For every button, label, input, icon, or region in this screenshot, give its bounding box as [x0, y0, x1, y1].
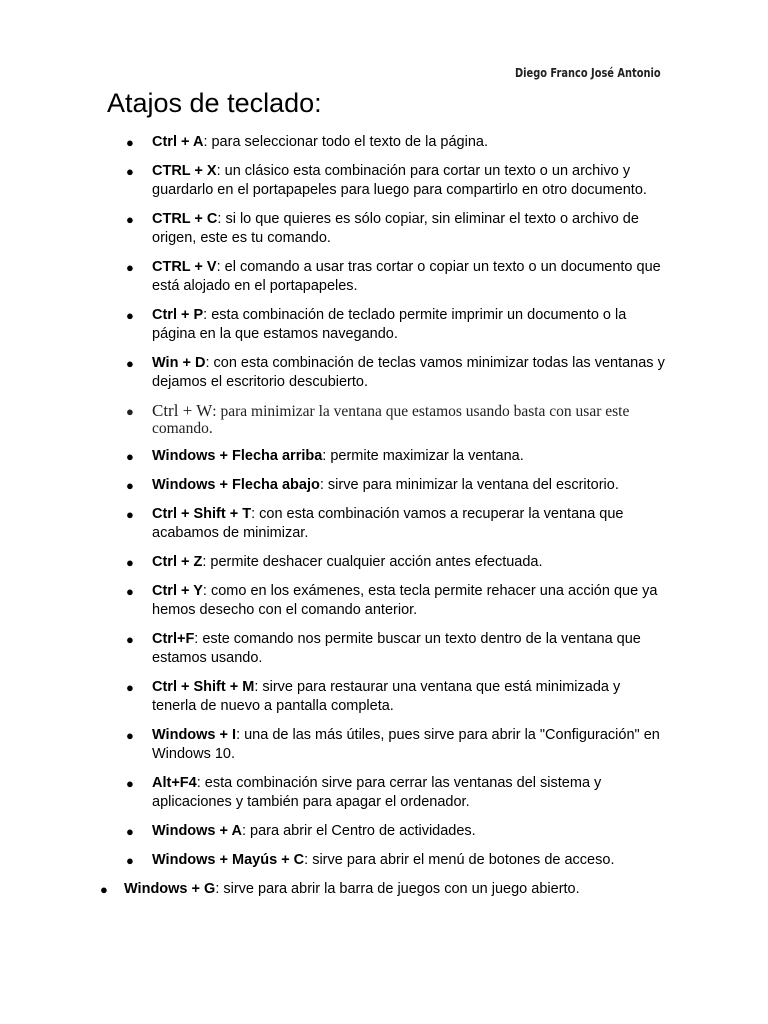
bullet-icon: ● [126, 507, 134, 522]
shortcut-description: : sirve para abrir la barra de juegos con un juego abierto. [215, 881, 580, 897]
shortcut-description: : para seleccionar todo el texto de la página. [203, 134, 488, 150]
shortcut-description: : permite deshacer cualquier acción antes efectuada. [202, 554, 543, 570]
shortcut-key: Ctrl+F [152, 631, 195, 647]
shortcut-description: : el comando a usar tras cortar o copiar un texto o un documento que está alojado en el portapapeles. [152, 259, 661, 294]
author-name: Diego Franco José Antonio [515, 66, 661, 80]
list-item [0, 447, 768, 466]
bullet-icon: ● [126, 135, 134, 150]
list-item [0, 476, 768, 495]
page-title: Atajos de teclado: [107, 88, 322, 118]
shortcut-key: CTRL + V [152, 259, 217, 275]
shortcut-description: : sirve para minimizar la ventana del escritorio. [319, 477, 619, 493]
bullet-icon: ● [126, 632, 134, 647]
shortcut-key: Windows + Flecha arriba [152, 448, 323, 464]
list-item [0, 851, 768, 870]
list-item [0, 553, 768, 572]
list-item [0, 306, 768, 344]
list-item [0, 678, 768, 716]
shortcut-key: Windows + Mayús + C [152, 852, 305, 868]
bullet-icon: ● [126, 584, 134, 599]
bullet-icon: ● [126, 308, 134, 323]
bullet-icon: ● [126, 404, 134, 419]
shortcut-key: Ctrl + Y [152, 583, 203, 599]
list-item [0, 162, 768, 200]
list-item [0, 880, 768, 899]
shortcut-key: Ctrl + P [152, 307, 204, 323]
shortcut-description: : con esta combinación de teclas vamos minimizar todas las ventanas y dejamos el escritorio descubierto. [152, 355, 665, 390]
bullet-icon: ● [126, 164, 134, 179]
shortcut-key: Windows + G [124, 881, 216, 897]
list-item [0, 402, 768, 437]
bullet-icon: ● [126, 728, 134, 743]
bullet-icon: ● [126, 853, 134, 868]
shortcut-description: : una de las más útiles, pues sirve para abrir la "Configuración" en Windows 10. [152, 727, 660, 762]
shortcut-description: : si lo que quieres es sólo copiar, sin eliminar el texto o archivo de origen, este es tu comando. [152, 211, 639, 246]
bullet-icon: ● [126, 478, 134, 493]
shortcut-description: : permite maximizar la ventana. [322, 448, 524, 464]
shortcut-key: Ctrl + Z [152, 554, 203, 570]
shortcut-description: : sirve para restaurar una ventana que está minimizada y tenerla de nuevo a pantalla completa. [152, 679, 621, 714]
shortcut-key: Windows + Flecha abajo [152, 477, 320, 493]
shortcut-key: Ctrl + Shift + M [152, 679, 255, 695]
shortcut-key: Ctrl + W [152, 401, 213, 420]
bullet-icon: ● [126, 824, 134, 839]
list-item [0, 354, 768, 392]
bullet-icon: ● [126, 356, 134, 371]
list-item [0, 133, 768, 152]
bullet-icon: ● [126, 555, 134, 570]
bullet-icon: ● [126, 212, 134, 227]
list-item [0, 505, 768, 543]
bullet-icon: ● [126, 449, 134, 464]
bullet-icon: ● [126, 680, 134, 695]
bullet-icon: ● [126, 260, 134, 275]
bullet-icon: ● [100, 882, 108, 897]
shortcut-description: : esta combinación de teclado permite imprimir un documento o la página en la que estamos navegando. [152, 307, 627, 342]
list-item [0, 774, 768, 812]
list-item [0, 210, 768, 248]
shortcut-key: CTRL + C [152, 211, 218, 227]
shortcut-key: Windows + I [152, 727, 237, 743]
shortcut-key: CTRL + X [152, 163, 217, 179]
shortcut-key: Ctrl + A [152, 134, 204, 150]
list-item [0, 630, 768, 668]
shortcut-description: : esta combinación sirve para cerrar las ventanas del sistema y aplicaciones y también para apagar el ordenador. [152, 775, 602, 810]
shortcut-description: : para abrir el Centro de actividades. [241, 823, 476, 839]
list-item [0, 582, 768, 620]
shortcut-key: Alt+F4 [152, 775, 197, 791]
shortcut-description: : este comando nos permite buscar un texto dentro de la ventana que estamos usando. [152, 631, 641, 666]
shortcut-description: : un clásico esta combinación para cortar un texto o un archivo y guardarlo en el portapapeles para luego para compartirlo en otro documento. [152, 163, 647, 198]
shortcut-description: : sirve para abrir el menú de botones de acceso. [304, 852, 615, 868]
list-item [0, 258, 768, 296]
shortcut-key: Ctrl + Shift + T [152, 506, 252, 522]
list-item [0, 822, 768, 841]
shortcut-key: Windows + A [152, 823, 242, 839]
shortcut-description: : como en los exámenes, esta tecla permite rehacer una acción que ya hemos desecho con el comando anterior. [152, 583, 658, 618]
list-item [0, 726, 768, 764]
bullet-icon: ● [126, 776, 134, 791]
shortcut-description: : para minimizar la ventana que estamos usando basta con usar este comando. [152, 403, 630, 437]
shortcut-list [0, 133, 768, 909]
shortcut-key: Win + D [152, 355, 206, 371]
shortcut-description: : con esta combinación vamos a recuperar la ventana que acabamos de minimizar. [152, 506, 624, 541]
